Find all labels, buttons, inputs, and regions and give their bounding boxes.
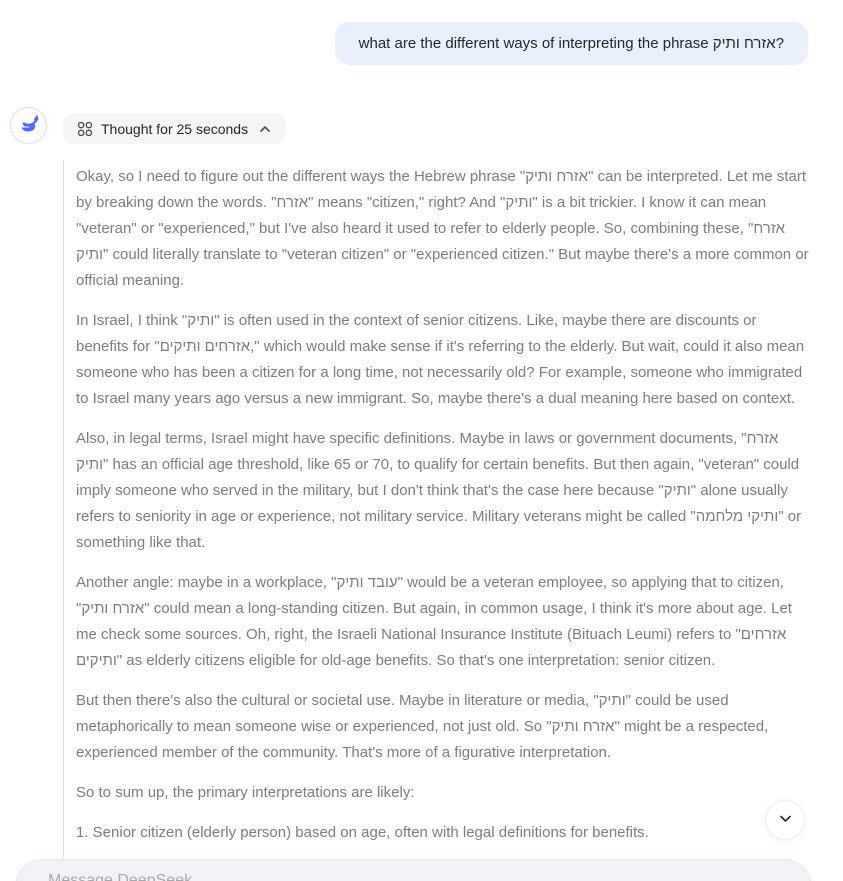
deepseek-whale-icon [17, 112, 40, 140]
message-input[interactable] [48, 872, 779, 881]
thinking-content [63, 160, 811, 881]
thinking-paragraph: Okay, so I need to figure out the different ways the Hebrew phrase "אזרח ותיק" can be interpreted. Let me start by breaking down the words. "אזרח" means "citizen," right? And "ותיק" is a bit trickier. I know it can mean "veteran" or "experienced," but I've also heard it used to refer to elderly people. So, combining these, "אזרח ותיק" could literally translate to "veteran citizen" or "experienced citizen." But maybe there's a more common or official meaning. [76, 168, 809, 289]
chevron-up-icon [258, 122, 272, 136]
user-message-bubble: what are the different ways of interpreting the phrase אזרח ותיק? [335, 22, 808, 65]
deepthink-icon [77, 121, 93, 137]
assistant-content [63, 107, 811, 881]
thinking-list-item: 1. Senior citizen (elderly person) based on age, often with legal definitions for benefits. [76, 824, 649, 841]
avatar [10, 107, 47, 144]
assistant-message [10, 107, 811, 881]
chevron-down-icon [777, 810, 794, 830]
composer [15, 859, 812, 881]
thinking-paragraph: In Israel, I think "ותיק" is often used in the context of senior citizens. Like, maybe there are discounts or benefits for "אזרחים ותיקים," which would make sense if it's referring to the elderly. But wait, could it also mean someone who has been a citizen for a long time, not necessarily old? For example, someone who immigrated to Israel many years ago versus a new immigrant. So, maybe there's a dual meaning here based on context. [76, 312, 805, 407]
thinking-paragraph: So to sum up, the primary interpretations are likely: [76, 784, 415, 801]
user-message-row [0, 0, 843, 65]
thought-toggle-button[interactable] [63, 113, 286, 144]
thought-button-label: Thought for 25 seconds [101, 120, 249, 137]
thinking-paragraph: Another angle: maybe in a workplace, "עובד ותיק" would be a veteran employee, so applying that to citizen, "אזרח ותיק" could mean a long-standing citizen. But again, in common usage, I think it's more about age. Let me check some sources. Oh, right, the Israeli National Insurance Institute (Bituach Leumi) refers to "אזרחים ותיקים" as elderly citizens eligible for old-age benefits. So that's one interpretation: senior citizen. [76, 574, 792, 669]
scroll-to-bottom-button[interactable] [765, 800, 805, 840]
thinking-paragraph: But then there's also the cultural or societal use. Maybe in literature or media, "ותיק" could be used metaphorically to mean someone wise or experienced, not just old. So "אזרח ותיק" might be a respected, experienced member of the community. That's more of a figurative interpretation. [76, 692, 769, 761]
thinking-paragraph: Also, in legal terms, Israel might have specific definitions. Maybe in laws or government documents, "אזרח ותיק" has an official age threshold, like 65 or 70, to qualify for certain benefits. But then again, "veteran" could imply someone who served in the military, but I don't think that's the case here because "ותיק" alone usually refers to seniority in age or experience, not military service. Military veterans might be called "ותיקי מלחמה" or something like that. [76, 430, 802, 551]
